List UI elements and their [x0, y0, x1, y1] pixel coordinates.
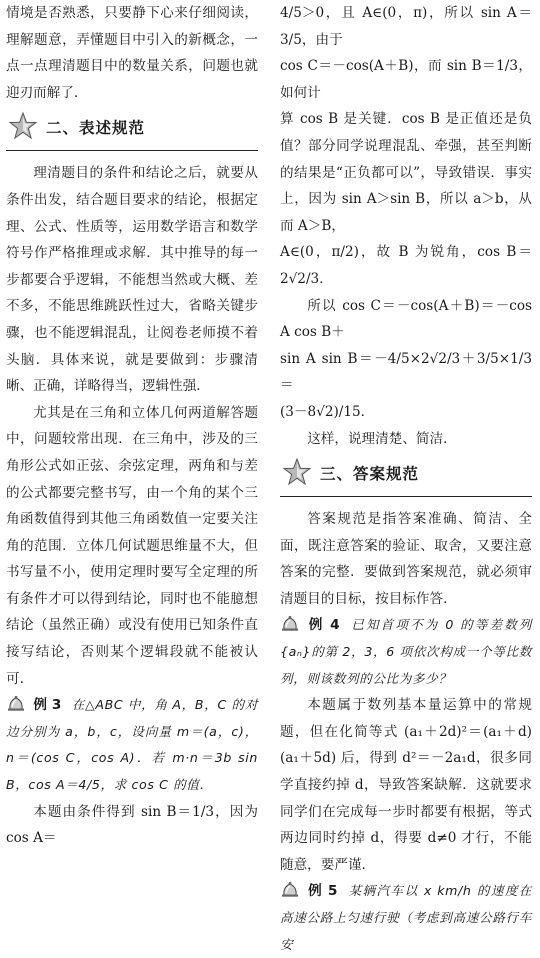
left-column — [6, 0, 258, 852]
right-column — [280, 0, 532, 958]
solution-line-1: 4/5＞0，且 A∈(0，π)，所以 sin A＝3/5，由于 — [280, 5, 532, 48]
example-4-text: 已知首项不为 0 的等差数列{aₙ}的第 2，3，6 项依次构成一个等比数列，则该数列的公比为多少？ — [280, 617, 532, 686]
solution-line-5: sin A sin B＝－4/5×2√2/3＋3/5×1/3＝ — [280, 350, 532, 394]
star-icon — [282, 457, 312, 487]
bell-icon — [280, 881, 300, 898]
section-3-paragraph-2: 本题属于数列基本量运算中的常规题，但在化简等式 (a₁＋2d)²＝(a₁＋d)(a₁＋5d) 后，得到 d²＝－2a₁d，很多同学直接约掉 d，导致答案缺解．这就要求同学们在完成每一步时都要有根据，等式两边同时约掉 d，得要 d≠0 才行，不能随意，要严谨． — [280, 697, 532, 873]
section-3-heading — [280, 452, 532, 506]
section-2-title: 二、表述规范 — [46, 119, 146, 138]
solution-line-4: 所以 cos C＝－cos(A＋B)＝－cos A cos B＋ — [280, 297, 532, 341]
example-5 — [280, 878, 532, 958]
section-3-title: 三、答案规范 — [320, 465, 420, 484]
example-4-label: 例 4 — [308, 617, 340, 634]
example-4 — [280, 612, 532, 692]
solution-line-2: cos C＝－cos(A＋B)，而 sin B＝1/3，如何计 — [280, 58, 532, 101]
bell-icon — [6, 695, 26, 712]
section-divider — [6, 150, 258, 151]
solution-paragraph: 算 cos B 是关键．cos B 是正值还是负值？部分同学说理混乱、牵强，甚至判断的结果是“正负都可以”，导致错误．事实上，因为 sin A＞sin B，所以 a＞b，从而 A＞B， — [280, 111, 532, 234]
example-5-text: 某辆汽车以 x km/h 的速度在高速公路上匀速行驶（考虑到高速公路行车安 — [280, 883, 532, 952]
example-3 — [6, 692, 258, 798]
section-3-paragraph-1: 答案规范是指答案准确、简洁、全面，既注意答案的验证、取舍，又要注意答案的完整．要做到答案规范，就必须审清题目的目标，按目标作答． — [280, 511, 532, 607]
section-2-paragraph-2: 尤其是在三角和立体几何两道解答题中，问题较常出现．在三角中，涉及的三角形公式如正弦、余弦定理，两角和与差的公式都要完整书写，由一个角的某个三角函数值得到其他三角函数值一定要关注角的范围．立体几何试题思维量不大，但书写量不小，使用定理时要写全定理的所有条件才可以得到结论，同时也不能臆想结论（虽然正确）或没有使用已知条件直接写结论，否则某个逻辑段就不能被认可． — [6, 404, 258, 687]
solution-line-3: A∈(0，π/2)，故 B 为锐角，cos B＝2√2/3． — [280, 244, 532, 287]
example-3-text: 在△ABC 中，角 A，B，C 的对边分别为 a，b，c，设向量 m＝(a，c)，n＝(cos C，cos A)．若 m·n＝3b sin B，cos A＝4/5，求 cos C 的值． — [6, 697, 259, 793]
section-2-paragraph-1: 理清题目的条件和结论之后，就要从条件出发，结合题目要求的结论，根据定理、公式、性质等，运用数学语言和数学符号作严格推理或求解．其中推导的每一步都要合乎逻辑，不能想当然或大概、差不多，不能思维跳跃性过大，省略关键步骤，也不能逻辑混乱，让阅卷老师摸不着头脑．具体来说，就是要做到：步骤清晰、正确，详略得当，逻辑性强． — [6, 165, 258, 395]
example-5-label: 例 5 — [308, 883, 338, 900]
section-divider — [280, 496, 532, 497]
bell-icon — [280, 615, 300, 632]
solution-line-6: (3－8√2)/15． — [280, 403, 375, 420]
star-icon — [8, 111, 38, 141]
example-3-label: 例 3 — [33, 697, 62, 714]
example-3-solution-start: 本题由条件得到 sin B＝1/3，因为 cos A＝ — [6, 803, 258, 847]
intro-paragraph: 情境是否熟悉，只要静下心来仔细阅读，理解题意，弄懂题目中引入的新概念，一点一点理清题目中的数量关系，问题也就迎刃而解了． — [6, 5, 258, 101]
solution-conclusion: 这样，说理清楚、简洁． — [307, 430, 457, 447]
section-2-heading — [6, 106, 258, 160]
